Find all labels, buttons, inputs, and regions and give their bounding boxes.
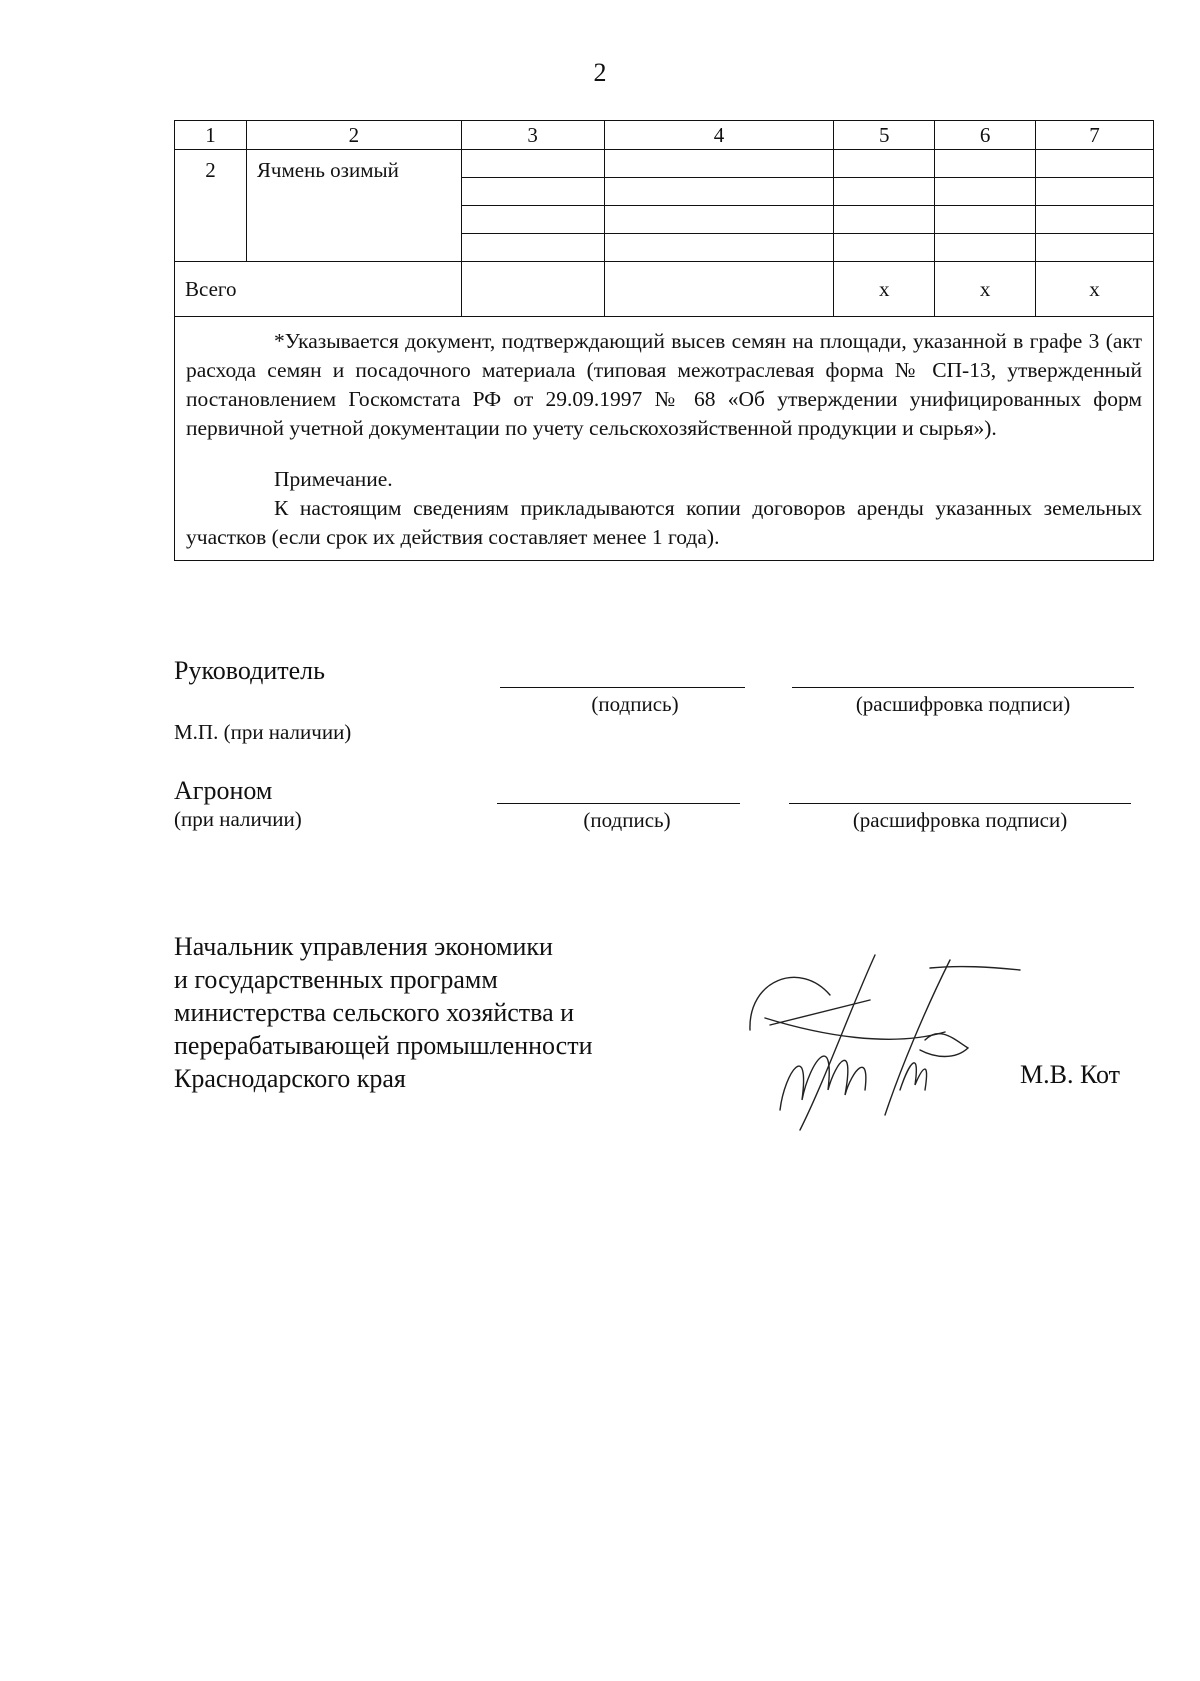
agronomist-decode-line: [789, 803, 1131, 804]
total-mark: x: [1036, 262, 1154, 317]
empty-cell: [834, 234, 935, 262]
empty-cell: [604, 262, 834, 317]
total-mark: x: [935, 262, 1036, 317]
empty-cell: [935, 150, 1036, 178]
header-cell: 3: [461, 121, 604, 150]
page-number: 2: [593, 58, 607, 87]
header-cell: 2: [246, 121, 461, 150]
table-header-row: [175, 121, 1154, 150]
agronomist-decode-caption: (расшифровка подписи): [852, 808, 1068, 832]
seed-table: [174, 120, 1154, 561]
empty-cell: [935, 178, 1036, 206]
footnote-text: *Указывается документ, подтверждающий высев семян на площади, указанной в графе 3 (акт расхода семян и посадочного материала (типовая межотраслевая форма № СП-13, утвержденный постановлением Госкомстата РФ от 29.09.1997 № 68 «Об утверждении унифицированных форм первичной учетной документации по учету сельскохозяйственной продукции и сырья»).: [186, 329, 1142, 440]
empty-cell: [461, 234, 604, 262]
header-cell: 1: [175, 121, 247, 150]
handwritten-signature: [740, 940, 1040, 1140]
empty-cell: [834, 150, 935, 178]
note-cell: [175, 317, 1154, 561]
table-row: [175, 150, 1154, 178]
stamp-label: М.П. (при наличии): [174, 720, 352, 744]
header-cell: 4: [604, 121, 834, 150]
empty-cell: [935, 206, 1036, 234]
note-row: [175, 317, 1154, 561]
agronomist-signature-line: [497, 803, 740, 804]
total-row: [175, 262, 1154, 317]
agronomist-label: Агроном: [174, 776, 273, 805]
empty-cell: [834, 178, 935, 206]
empty-cell: [1036, 178, 1154, 206]
empty-cell: [461, 206, 604, 234]
head-decode-caption: (расшифровка подписи): [855, 692, 1071, 716]
note-text: К настоящим сведениям прикладываются копии договоров аренды указанных земельных участков (если срок их действия составляет менее 1 года).: [186, 496, 1142, 549]
head-signature-line: [500, 687, 745, 688]
empty-cell: [834, 206, 935, 234]
empty-cell: [461, 178, 604, 206]
empty-cell: [1036, 234, 1154, 262]
head-label: Руководитель: [174, 656, 325, 685]
total-label: Всего: [175, 262, 462, 317]
header-cell: 6: [935, 121, 1036, 150]
empty-cell: [461, 150, 604, 178]
chief-title-line: министерства сельского хозяйства и: [174, 998, 575, 1027]
empty-cell: [935, 234, 1036, 262]
chief-title-line: и государственных программ: [174, 965, 498, 994]
empty-cell: [604, 234, 834, 262]
chief-title: [174, 930, 593, 1095]
empty-cell: [604, 150, 834, 178]
chief-name: М.В. Кот: [1020, 1060, 1121, 1089]
total-mark: x: [834, 262, 935, 317]
chief-title-line: Начальник управления экономики: [174, 932, 553, 961]
row-number: 2: [175, 150, 247, 262]
header-cell: 5: [834, 121, 935, 150]
note-title: Примечание.: [274, 467, 393, 491]
empty-cell: [1036, 150, 1154, 178]
crop-name: Ячмень озимый: [246, 150, 461, 262]
empty-cell: [461, 262, 604, 317]
chief-title-line: перерабатывающей промышленности: [174, 1031, 593, 1060]
empty-cell: [604, 206, 834, 234]
header-cell: 7: [1036, 121, 1154, 150]
agronomist-note: (при наличии): [174, 807, 302, 831]
head-decode-line: [792, 687, 1134, 688]
agronomist-signature-caption: (подпись): [583, 808, 671, 832]
empty-cell: [604, 178, 834, 206]
chief-title-line: Краснодарского края: [174, 1064, 406, 1093]
head-signature-caption: (подпись): [591, 692, 679, 716]
empty-cell: [1036, 206, 1154, 234]
